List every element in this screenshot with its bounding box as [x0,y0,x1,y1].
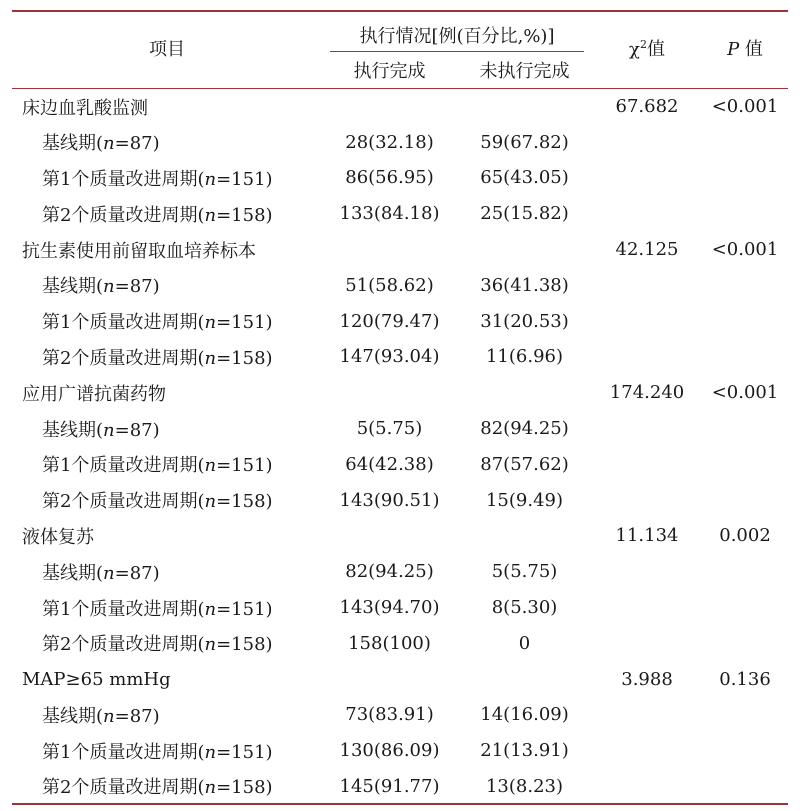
notdone-count: 11(6.96) [485,346,564,368]
empty-cell [322,375,457,411]
done-count: 147(93.04) [339,346,440,368]
notdone-count: 65(43.05) [480,167,569,189]
chi2-value: 174.240 [609,382,685,404]
period-label [12,196,322,232]
sample-size-variable: n [103,276,115,298]
sample-size-value: =158) [216,777,273,799]
section-name: 抗生素使用前留取血培养标本 [22,240,256,262]
empty-cell [702,124,788,160]
chi2-value: 67.682 [615,96,679,118]
period-row [12,160,788,196]
empty-cell [702,554,788,590]
empty-cell [702,339,788,375]
sample-size-value: =151) [216,168,273,190]
empty-cell [592,339,702,375]
empty-cell [702,160,788,196]
period-row [12,482,788,518]
period-label [12,160,322,196]
chi2-value: 11.134 [615,525,679,547]
period-label-text: 第1个质量改进周期( [42,741,205,763]
period-label [12,769,322,805]
sample-size-variable: n [204,598,217,620]
period-label-text: 第2个质量改进周期( [42,777,205,799]
sample-size-value: =87) [114,133,160,155]
sample-size-value: =87) [114,562,160,584]
notdone-count: 8(5.30) [491,597,558,619]
empty-cell [457,89,592,125]
empty-cell [592,590,702,626]
period-row [12,339,788,375]
empty-cell [592,196,702,232]
period-label [12,554,322,590]
period-label-text: 第1个质量改进周期( [42,312,205,334]
empty-cell [322,518,457,554]
done-count: 73(83.91) [345,704,434,726]
period-label [12,339,322,375]
header-done: 执行完成 [353,61,426,82]
period-label [12,446,322,482]
period-label-text: 基线期( [42,705,104,727]
notdone-count: 59(67.82) [480,131,569,153]
header-execution-group-label: 执行情况[例(百分比,%)] [359,26,555,47]
done-count: 64(42.38) [345,453,434,475]
p-value: 0.136 [719,668,771,690]
p-value: <0.001 [711,239,779,261]
header-p-suffix: 值 [739,39,763,60]
empty-cell [592,267,702,303]
notdone-count: 31(20.53) [480,310,569,332]
sample-size-variable: n [204,455,217,477]
done-count: 143(94.70) [339,597,440,619]
header-p-variable: P [727,39,740,60]
period-label [12,267,322,303]
empty-cell [322,661,457,697]
empty-cell [457,375,592,411]
section-row [12,232,788,268]
empty-cell [702,303,788,339]
empty-cell [592,446,702,482]
empty-cell [702,482,788,518]
period-label [12,124,322,160]
period-label-text: 第2个质量改进周期( [42,491,205,513]
table-header [12,11,788,89]
sample-size-variable: n [103,419,115,441]
empty-cell [702,267,788,303]
header-execution-group [322,11,592,52]
notdone-count: 15(9.49) [485,489,564,511]
done-count: 143(90.51) [339,489,440,511]
period-label [12,590,322,626]
period-label-text: 基线期( [42,276,104,298]
empty-cell [457,232,592,268]
empty-cell [702,769,788,805]
sample-size-variable: n [103,705,115,727]
sample-size-variable: n [204,491,217,513]
period-row [12,769,788,805]
section-name: 应用广谱抗菌药物 [22,383,166,405]
period-label-text: 第2个质量改进周期( [42,204,205,226]
period-row [12,267,788,303]
sample-size-value: =158) [216,204,273,226]
period-label-text: 第2个质量改进周期( [42,347,205,369]
section-row [12,89,788,125]
done-count: 82(94.25) [345,561,434,583]
empty-cell [702,590,788,626]
sample-size-value: =87) [114,705,160,727]
results-table [12,10,788,805]
notdone-count: 13(8.23) [485,775,564,797]
empty-cell [702,446,788,482]
section-row [12,375,788,411]
section-row [12,518,788,554]
empty-cell [592,303,702,339]
notdone-count: 87(57.62) [480,453,569,475]
sample-size-value: =151) [216,455,273,477]
sample-size-variable: n [204,777,217,799]
chi2-value: 3.988 [621,668,673,690]
notdone-count: 82(94.25) [480,418,569,440]
period-row [12,124,788,160]
period-label [12,625,322,661]
period-label-text: 基线期( [42,562,104,584]
period-label [12,482,322,518]
sample-size-variable: n [204,312,217,334]
period-label [12,697,322,733]
sample-size-value: =87) [114,276,160,298]
done-count: 28(32.18) [345,131,434,153]
empty-cell [702,625,788,661]
period-row [12,411,788,447]
p-value: <0.001 [711,382,779,404]
empty-cell [592,625,702,661]
period-label [12,411,322,447]
header-chi2-symbol: χ [629,39,640,60]
empty-cell [457,518,592,554]
done-count: 120(79.47) [339,310,440,332]
header-chi2 [592,11,702,89]
header-item: 项目 [149,39,185,60]
period-row [12,303,788,339]
sample-size-variable: n [103,133,115,155]
notdone-count: 0 [518,632,531,654]
period-label [12,733,322,769]
done-count: 133(84.18) [339,203,440,225]
empty-cell [702,196,788,232]
done-count: 51(58.62) [345,274,434,296]
empty-cell [592,769,702,805]
empty-cell [457,661,592,697]
header-chi2-superscript: 2 [639,38,647,51]
notdone-count: 5(5.75) [491,561,558,583]
empty-cell [592,554,702,590]
notdone-count: 36(41.38) [480,274,569,296]
sample-size-value: =151) [216,741,273,763]
empty-cell [702,697,788,733]
period-label [12,303,322,339]
notdone-count: 14(16.09) [480,704,569,726]
table-body [12,89,788,805]
empty-cell [322,232,457,268]
empty-cell [592,697,702,733]
done-count: 86(56.95) [345,167,434,189]
sample-size-variable: n [204,741,217,763]
empty-cell [592,411,702,447]
period-label-text: 基线期( [42,133,104,155]
period-label-text: 第1个质量改进周期( [42,455,205,477]
period-label-text: 基线期( [42,419,104,441]
sample-size-variable: n [204,347,217,369]
period-row [12,697,788,733]
sample-size-value: =158) [216,491,273,513]
period-label-text: 第1个质量改进周期( [42,168,205,190]
empty-cell [592,733,702,769]
section-row [12,661,788,697]
period-row [12,446,788,482]
empty-cell [702,733,788,769]
sample-size-value: =158) [216,347,273,369]
sample-size-variable: n [204,204,217,226]
sample-size-value: =151) [216,312,273,334]
notdone-count: 25(15.82) [480,203,569,225]
chi2-value: 42.125 [615,239,679,261]
sample-size-value: =87) [114,419,160,441]
header-group-underline [330,51,584,52]
empty-cell [322,89,457,125]
empty-cell [592,482,702,518]
sample-size-variable: n [103,562,115,584]
done-count: 5(5.75) [356,418,423,440]
empty-cell [592,124,702,160]
period-row [12,554,788,590]
p-value: 0.002 [719,525,771,547]
notdone-count: 21(13.91) [480,740,569,762]
empty-cell [702,411,788,447]
header-notdone: 未执行完成 [479,61,570,82]
period-row [12,196,788,232]
section-name: 液体复苏 [22,526,94,548]
section-name: 床边血乳酸监测 [22,97,148,119]
done-count: 158(100) [348,632,431,654]
sample-size-value: =158) [216,634,273,656]
period-label-text: 第1个质量改进周期( [42,598,205,620]
sample-size-value: =151) [216,598,273,620]
done-count: 145(91.77) [339,775,440,797]
header-chi2-suffix: 值 [646,39,665,60]
period-label-text: 第2个质量改进周期( [42,634,205,656]
section-name: MAP≥65 mmHg [22,668,171,690]
header-p [702,11,788,89]
done-count: 130(86.09) [339,740,440,762]
period-row [12,733,788,769]
p-value: <0.001 [711,96,779,118]
period-row [12,625,788,661]
period-row [12,590,788,626]
sample-size-variable: n [204,168,217,190]
sample-size-variable: n [204,634,217,656]
empty-cell [592,160,702,196]
